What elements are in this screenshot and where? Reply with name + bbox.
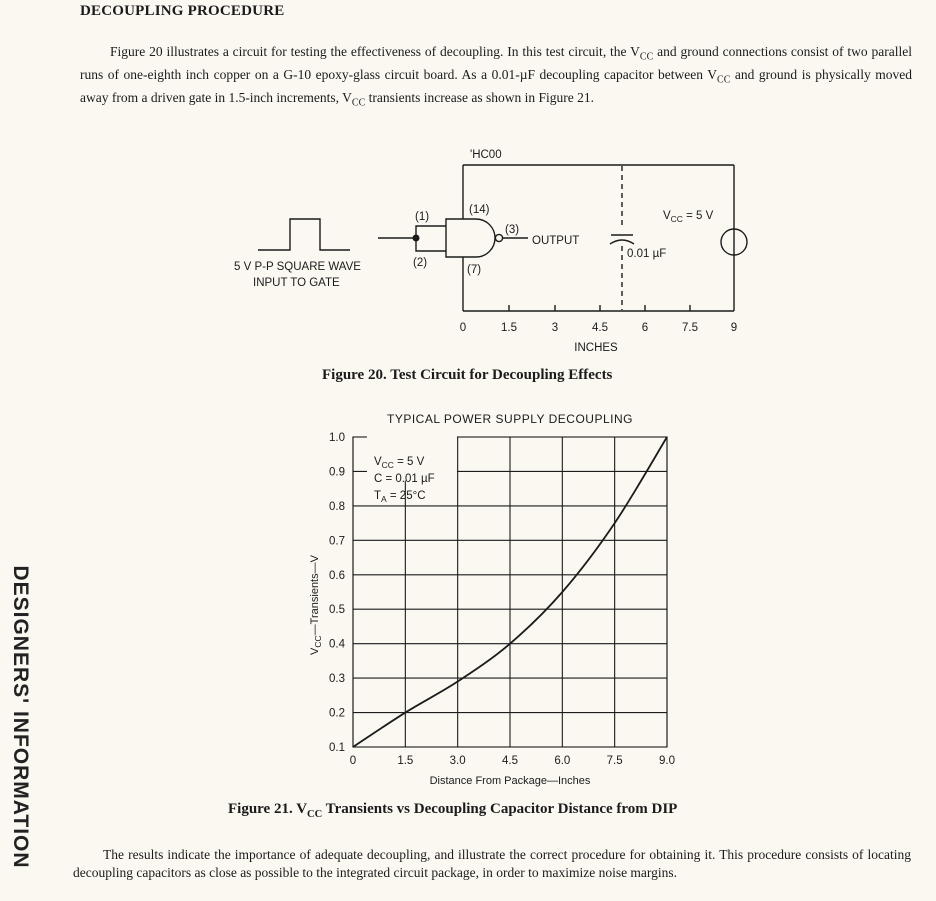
scale-tick-label: 3 xyxy=(551,322,559,334)
pin-label-gnd: (7) xyxy=(467,264,482,276)
input-label-line2: INPUT TO GATE xyxy=(253,277,340,289)
chart-y-tick-label: 0.2 xyxy=(329,707,345,720)
input-label-line1: 5 V P-P SQUARE WAVE xyxy=(234,261,361,273)
device-label: 'HC00 xyxy=(470,149,502,161)
supply-label: $V_{CC} = 5$ V xyxy=(663,210,714,224)
scale-tick-label: 0 xyxy=(459,322,467,334)
scale-axis-label: INCHES xyxy=(574,342,618,354)
chart-y-tick-label: 1.0 xyxy=(329,432,345,444)
figure-21-caption: Figure 21. $V_{CC}$ Transients vs Decoupling Capacitor Distance from DIP xyxy=(228,801,678,820)
sidebar-section-label: DESIGNERS' INFORMATION xyxy=(9,565,32,869)
chart-x-tick-label: 0 xyxy=(349,755,357,767)
scale-tick-label: 6 xyxy=(641,322,649,334)
chart-y-tick-label: 0.1 xyxy=(329,742,345,754)
pin-label-out: (3) xyxy=(505,224,520,236)
section-heading: DECOUPLING PROCEDURE xyxy=(80,3,285,19)
condition-temperature: $T_A = 25^\circ C$ xyxy=(374,490,426,504)
chart-x-tick-label: 9.0 xyxy=(659,755,675,767)
chart-xlabel: Distance From Package—Inches xyxy=(429,775,591,787)
figure-20-caption: Figure 20. Test Circuit for Decoupling Effects xyxy=(322,367,613,383)
chart-x-tick-label: 7.5 xyxy=(606,755,623,767)
capacitor-label: 0.01 µF xyxy=(627,248,667,260)
chart-ylabel: $V_{CC}—Transients—V$ xyxy=(309,555,323,655)
chart-y-tick-label: 0.5 xyxy=(329,604,345,617)
chart-y-tick-label: 0.9 xyxy=(329,466,345,479)
intro-paragraph: Figure 20 illustrates a circuit for testing the effectiveness of decoupling. In this test circuit, the $V_{CC}$ and ground connections consist of two parallel runs of one-eighth inch copper on a G-10 epoxy-glass circuit board. As a 0.01-µF decoupling capacitor between $V_{CC}$ and ground is physically moved away from a driven gate in 1.5-inch increments, $V_{CC}$ transients increase as shown in Figure 21. xyxy=(80,44,912,110)
conclusion-paragraph: The results indicate the importance of adequate decoupling, and illustrate the correct procedure for obtaining it. This procedure consists of locating decoupling capacitors as close as possible to the integrated circuit package, in order to maximize noise margins. xyxy=(73,847,911,880)
condition-capacitance: C = 0.01 µF xyxy=(374,473,435,485)
pin-label-vcc: (14) xyxy=(469,204,490,216)
scale-tick-label: 7.5 xyxy=(682,322,698,334)
scale-tick-label: 4.5 xyxy=(592,322,608,334)
condition-vcc: $V_{CC} = 5$ V xyxy=(374,456,425,470)
chart-y-tick-label: 0.6 xyxy=(329,569,345,582)
chart-y-tick-label: 0.4 xyxy=(329,638,345,651)
chart-y-tick-label: 0.3 xyxy=(329,673,345,686)
scale-tick-label: 9 xyxy=(730,322,738,334)
pin-label-in2: (2) xyxy=(413,257,428,269)
chart-x-tick-label: 4.5 xyxy=(502,755,518,767)
chart-x-tick-label: 3.0 xyxy=(449,755,466,767)
chart-y-tick-label: 0.8 xyxy=(329,500,345,513)
chart-x-tick-label: 1.5 xyxy=(397,755,414,767)
output-label: OUTPUT xyxy=(532,235,580,247)
scale-tick-label: 1.5 xyxy=(501,322,517,334)
pin-label-in1: (1) xyxy=(415,211,430,223)
chart-x-tick-label: 6.0 xyxy=(554,755,571,767)
chart-y-tick-label: 0.7 xyxy=(329,535,345,548)
chart-title: TYPICAL POWER SUPPLY DECOUPLING xyxy=(386,412,634,426)
